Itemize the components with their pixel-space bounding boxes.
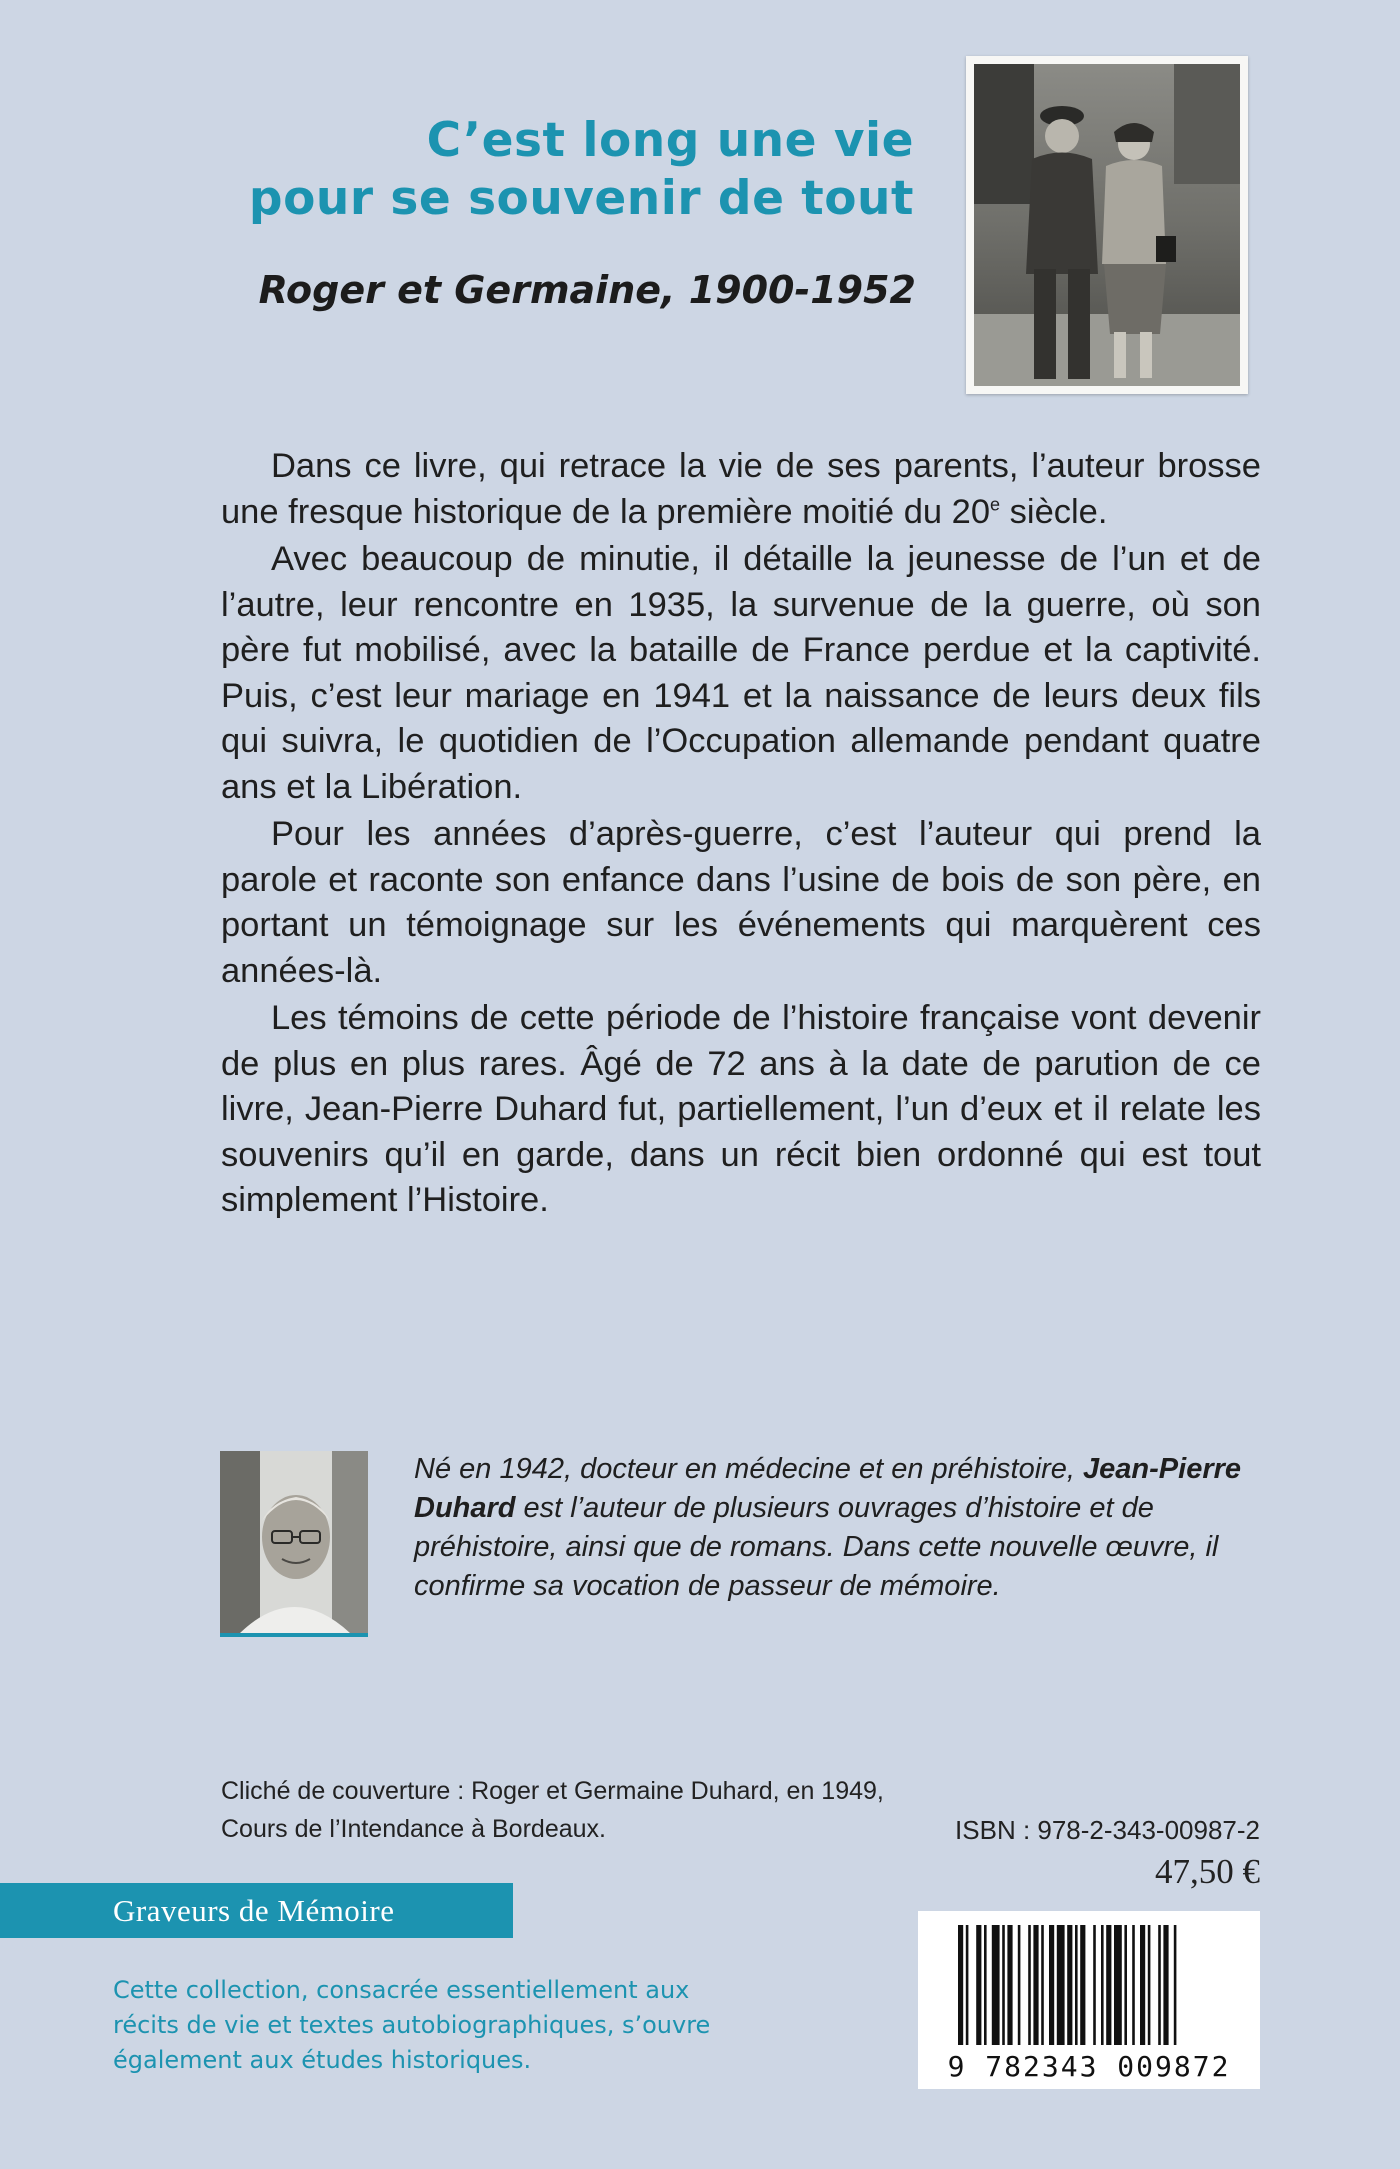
barcode-bar [1028, 1925, 1031, 2045]
author-bio-text-end: est l’auteur de plusieurs ouvrages d’histoire et de préhistoire, ainsi que de romans. Dans cette nouvelle œuvre, il confirme sa vocation de passeur de mémoire. [414, 1492, 1219, 1602]
barcode-bar [1093, 1925, 1096, 2045]
barcode-bar [1018, 1925, 1021, 2045]
book-subtitle: Roger et Germaine, 1900-1952 [258, 268, 916, 312]
barcode-bar [1007, 1925, 1012, 2045]
barcode-bar [1057, 1925, 1065, 2045]
barcode-bar [1075, 1925, 1078, 2045]
barcode-bars [918, 1911, 1260, 2051]
barcode-bar [1106, 1925, 1111, 2045]
author-photo-accent-rule [220, 1633, 368, 1637]
author-bio [414, 1450, 1259, 1606]
back-cover-blurb [221, 444, 1261, 1226]
barcode-bar [958, 1925, 963, 2045]
cover-photo-credit [221, 1772, 941, 1848]
couple-photo-image [974, 64, 1240, 386]
barcode [918, 1911, 1260, 2089]
book-title [249, 112, 914, 228]
barcode-bar [976, 1925, 981, 2045]
author-bio-text: Né en 1942, docteur en médecine et en préhistoire, [414, 1453, 1084, 1485]
author-name: Jean-Pierre Duhard [414, 1453, 1242, 1524]
isbn: ISBN : 978-2-343-00987-2 [955, 1815, 1260, 1845]
blurb-p1-superscript: e [990, 494, 1001, 514]
barcode-bar [966, 1925, 969, 2045]
barcode-bar [1067, 1925, 1072, 2045]
barcode-bar [1148, 1925, 1151, 2045]
barcode-bar [1132, 1925, 1135, 2045]
barcode-bar [1033, 1925, 1038, 2045]
barcode-digits: 9 782343 009872 [947, 2050, 1231, 2083]
barcode-bar [1140, 1925, 1145, 2045]
barcode-bar [1158, 1925, 1161, 2045]
barcode-bar [1174, 1925, 1177, 2045]
barcode-bar [984, 1925, 987, 2045]
barcode-bar [1002, 1925, 1005, 2045]
blurb-paragraph: Pour les années d’après-guerre, c’est l’auteur qui prend la parole et raconte son enfance dans l’usine de bois de son père, en portant un témoignage sur les événements qui marquèrent ces années-là. [221, 815, 1261, 990]
book-title-line1: C’est long une vie [426, 113, 914, 168]
collection-description: Cette collection, consacrée essentiellement aux récits de vie et textes autobiographiques, s’ouvre également aux études historiques. [113, 1976, 711, 2074]
credit-line: Cliché de couverture : Roger et Germaine Duhard, en 1949, [221, 1777, 884, 1805]
blurb-paragraph [221, 444, 1261, 535]
cover-photo [966, 56, 1248, 394]
barcode-bar [1080, 1925, 1085, 2045]
collection-name: Graveurs de Mémoire [113, 1893, 395, 1928]
blurb-p1-text: Dans ce livre, qui retrace la vie de ses parents, l’auteur brosse une fresque historique de la première moitié du 20 [221, 447, 1261, 531]
price: 47,50 € [1155, 1852, 1260, 1891]
barcode-bar [1124, 1925, 1127, 2045]
barcode-bar [1101, 1925, 1104, 2045]
barcode-bar [1114, 1925, 1122, 2045]
barcode-bar [992, 1925, 1000, 2045]
book-title-line2: pour se souvenir de tout [248, 171, 914, 226]
collection-banner [0, 1883, 513, 1938]
barcode-bar [1163, 1925, 1168, 2045]
barcode-bar [1049, 1925, 1054, 2045]
blurb-paragraph: Avec beaucoup de minutie, il détaille la jeunesse de l’un et de l’autre, leur rencontre en 1935, la survenue de la guerre, où son père fut mobilisé, avec la bataille de France perdue et la captivité. Puis, c’est leur mariage en 1941 et la naissance de leurs deux fils qui suivra, le quotidien de l’Occupation allemande pendant quatre ans et la Libération. [221, 540, 1261, 806]
credit-line: Cours de l’Intendance à Bordeaux. [221, 1815, 606, 1843]
blurb-p1-text-end: siècle. [1000, 492, 1108, 531]
author-photo [220, 1451, 368, 1637]
author-portrait-image [220, 1451, 368, 1633]
barcode-bar [1041, 1925, 1044, 2045]
blurb-paragraph: Les témoins de cette période de l’histoire française vont devenir de plus en plus rares. Âgé de 72 ans à la date de parution de ce livre, Jean-Pierre Duhard fut, partiellement, l’un d’eux et il relate les souvenirs qu’il en garde, dans un récit bien ordonné qui est tout simplement l’Histoire. [221, 999, 1261, 1219]
